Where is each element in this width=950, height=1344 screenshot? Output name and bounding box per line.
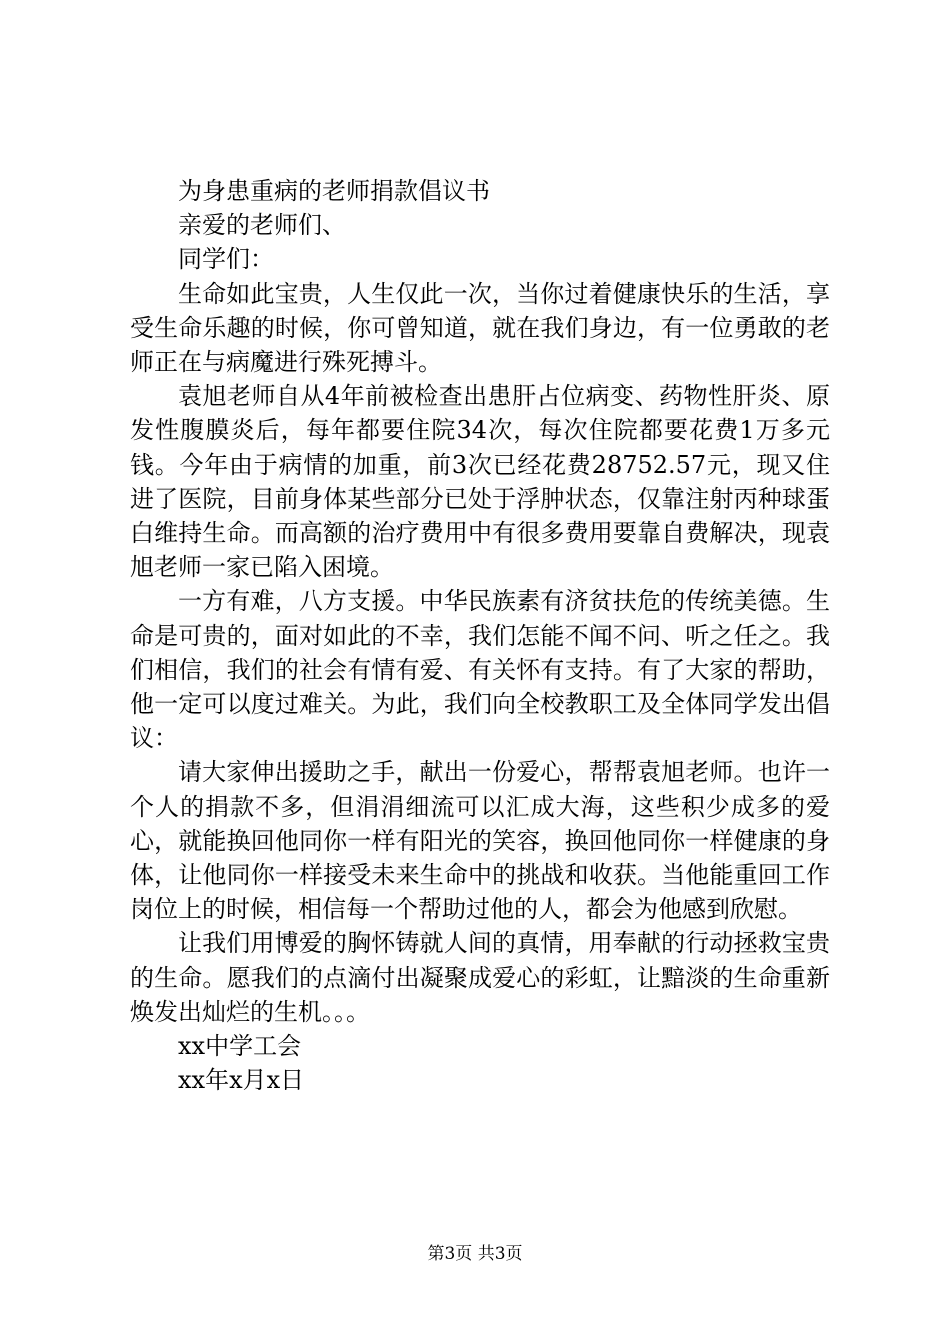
document-title: 为身患重病的老师捐款倡议书 (178, 177, 490, 205)
paragraph-3: 一方有难，八方支援。中华民族素有济贫扶危的传统美德。生命是可贵的，面对如此的不幸，我们怎能不闻不问、听之任之。我们相信，我们的社会有情有爱、有关怀有支持。有了大家的帮助，他一定可以度过难关。为此，我们向全校教职工及全体同学发出倡议： (130, 587, 830, 753)
salutation-line-1: 亲爱的老师们、 (178, 211, 346, 240)
paragraph-1: 生命如此宝贵，人生仅此一次，当你过着健康快乐的生活，享受生命乐趣的时候，你可曾知道，就在我们身边，有一位勇敢的老师正在与病魔进行殊死搏斗。 (130, 279, 830, 377)
page-footer (0, 1243, 950, 1265)
paragraph-5: 让我们用博爱的胸怀铸就人间的真情，用奉献的行动拯救宝贵的生命。愿我们的点滴付出凝聚成爱心的彩虹，让黯淡的生命重新焕发出灿烂的生机。。。 (130, 929, 830, 1026)
signature: xx中学工会 (178, 1032, 302, 1061)
salutation-line-2: 同学们： (178, 245, 274, 274)
paragraph-2: 袁旭老师自从4年前被检查出患肝占位病变、药物性肝炎、原发性腹膜炎后，每年都要住院34次，每次住院都要花费1万多元钱。今年由于病情的加重，前3次已经花费28752.57元，现又住进了医院，目前身体某些部分已处于浮肿状态，仅靠注射丙种球蛋白维持生命。而高额的治疗费用中有很多费用要靠自费解决，现袁旭老师一家已陷入困境。 (130, 382, 830, 582)
page-number: 第3页 共3页 (427, 1244, 523, 1264)
document-body (130, 174, 830, 1097)
paragraph-4: 请大家伸出援助之手，献出一份爱心，帮帮袁旭老师。也许一个人的捐款不多，但涓涓细流可以汇成大海，这些积少成多的爱心，就能换回他同你一样有阳光的笑容，换回他同你一样健康的身体，让他同你一样接受未来生命中的挑战和收获。当他能重回工作岗位上的时候，相信每一个帮助过他的人，都会为他感到欣慰。 (130, 758, 830, 924)
date: xx年x月x日 (178, 1066, 305, 1095)
